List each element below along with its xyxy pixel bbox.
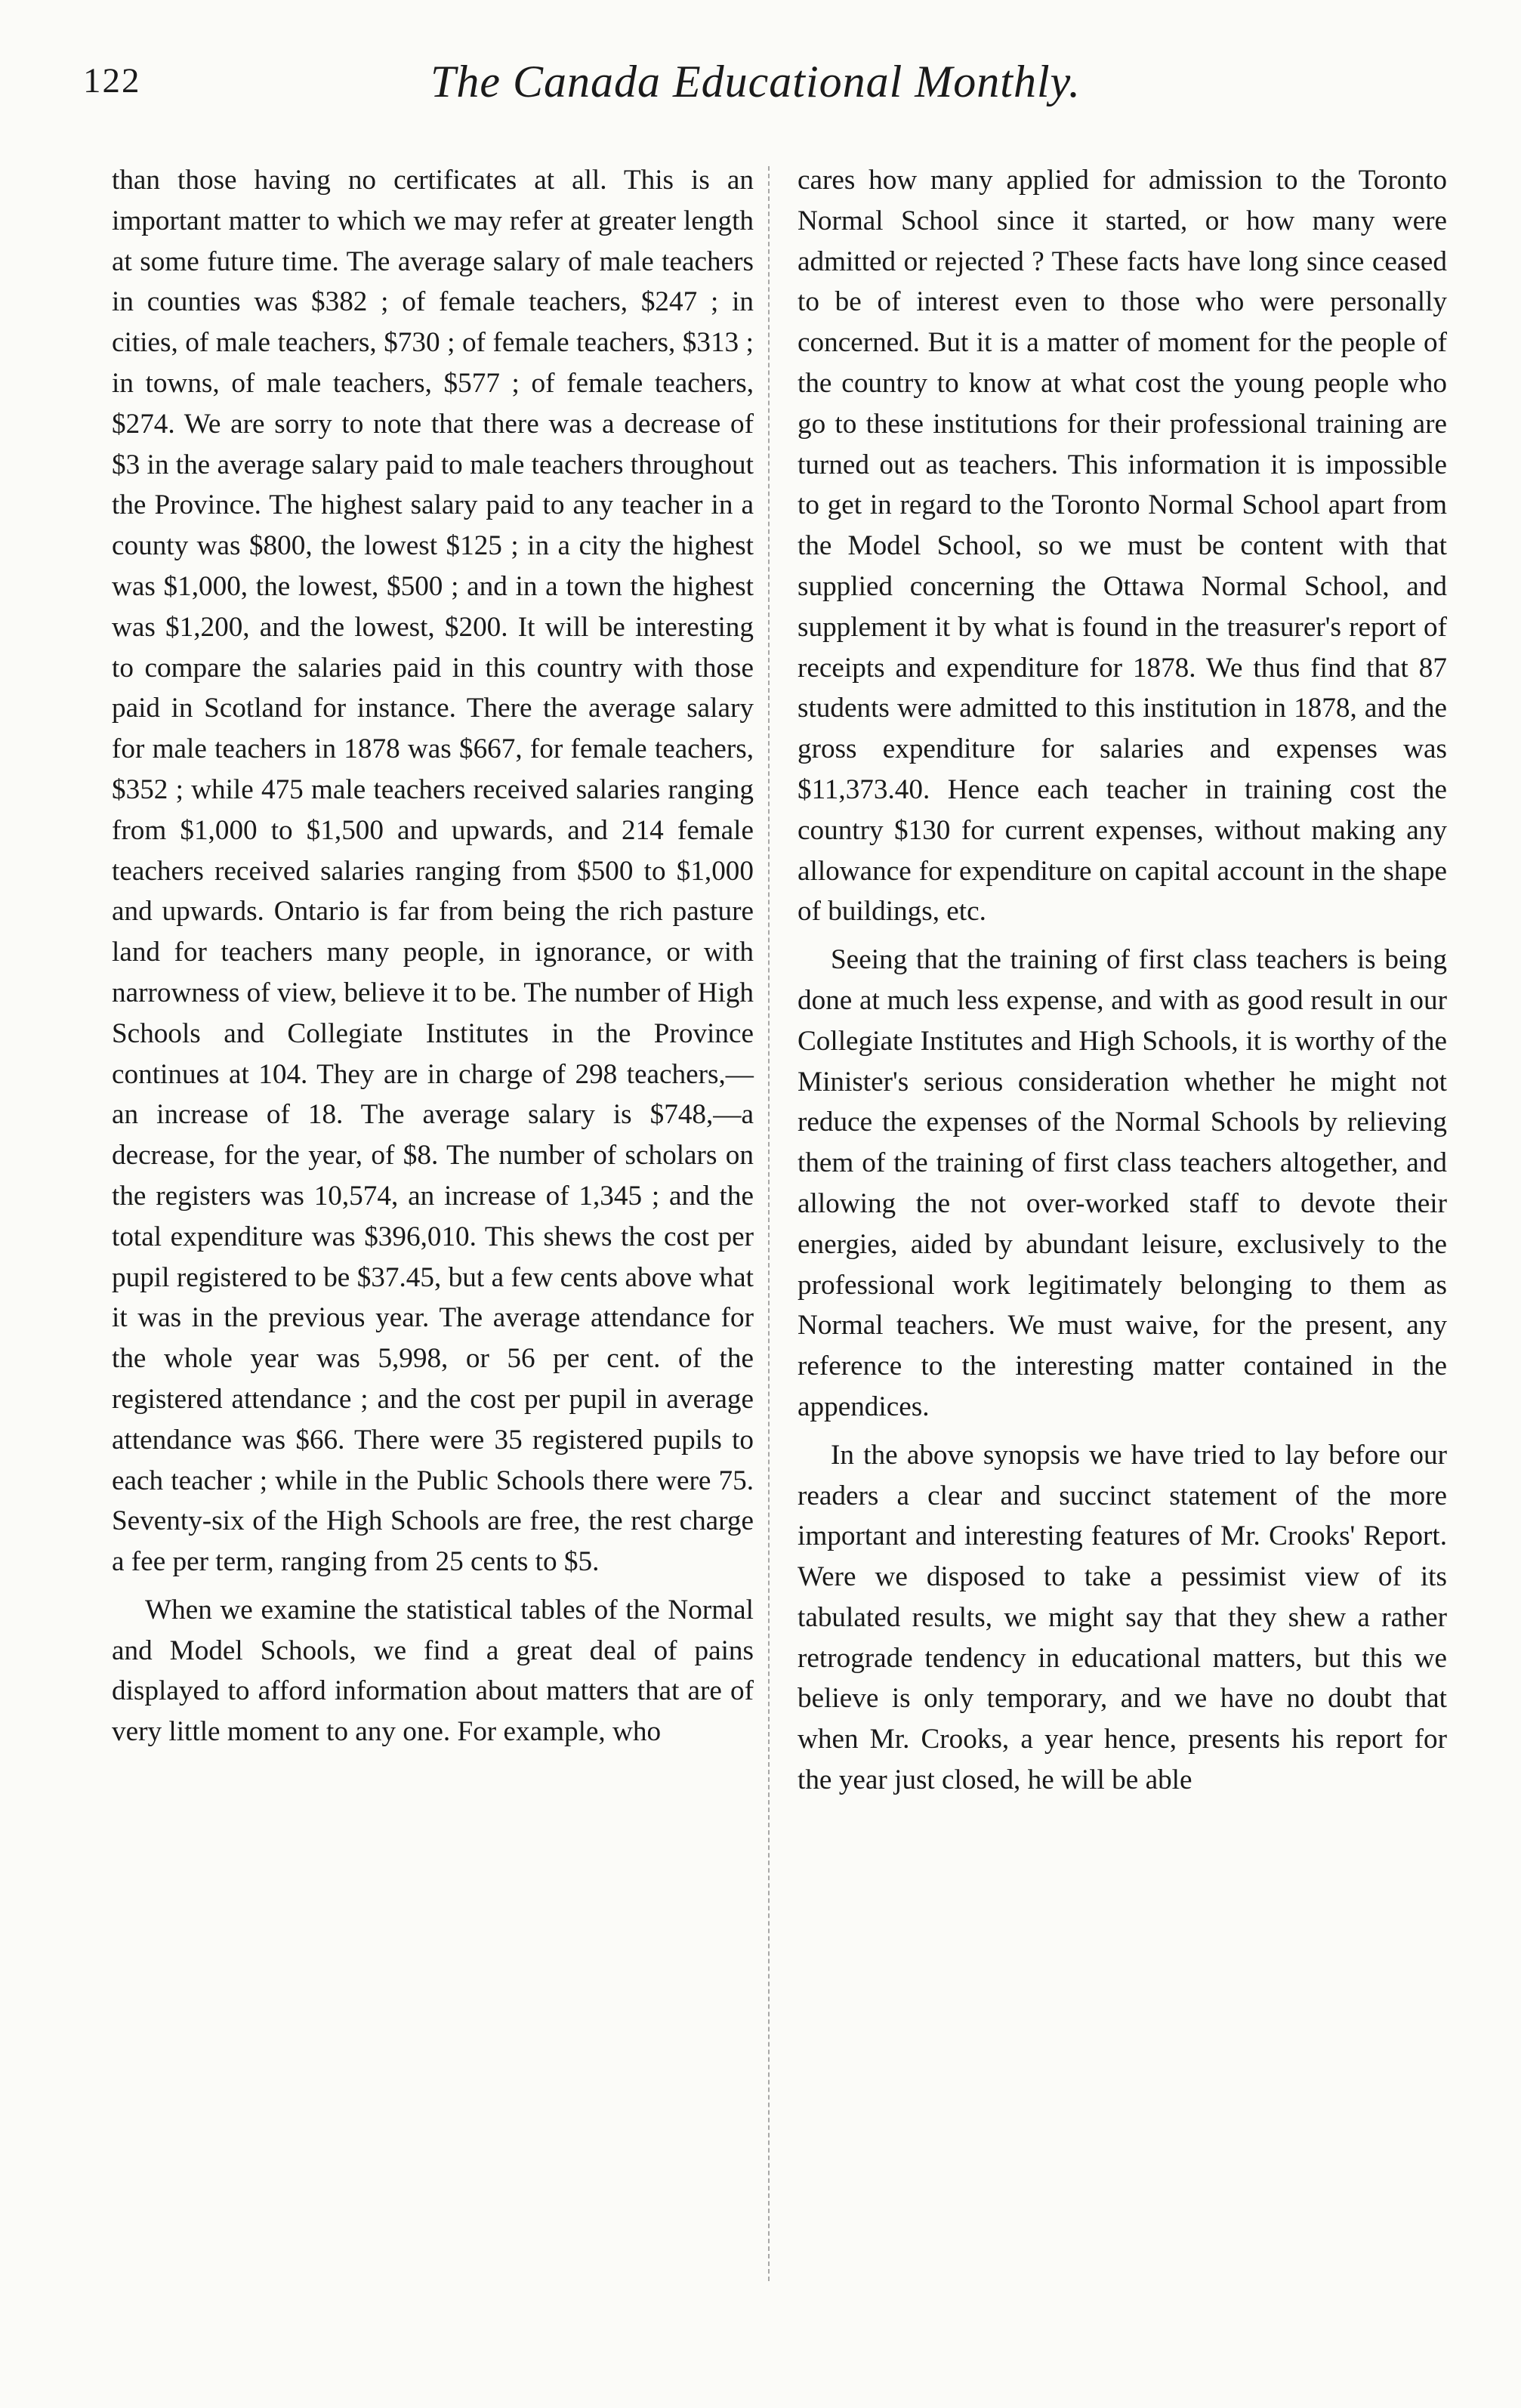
left-column: [112, 160, 754, 1752]
right-column: [798, 160, 1447, 1801]
paragraph: than those having no certificates at all. This is an important matter to which we may refer at greater length at some future time. The average salary of male teachers in counties was $382 ; of female teachers, $247 ; in cities, of male teachers, $730 ; of female teachers, $313 ; in towns, of male teachers, $577 ; of female teachers, $274. We are sorry to note that there was a decrease of $3 in the average salary paid to male teachers throughout the Province. The highest salary paid to any teacher in a county was $800, the lowest $125 ; in a city the highest was $1,000, the lowest, $500 ; and in a town the highest was $1,200, and the lowest, $200. It will be interesting to compare the salaries paid in this country with those paid in Scotland for instance. There the average salary for male teachers in 1878 was $667, for female teachers, $352 ; while 475 male teachers received salaries ranging from $1,000 to $1,500 and upwards, and 214 female teachers received salaries ranging from $500 to $1,000 and upwards. Ontario is far from being the rich pasture land for teachers many people, in ignorance, or with narrowness of view, believe it to be. The number of High Schools and Collegiate Institutes in the Province continues at 104. They are in charge of 298 teachers,—an increase of 18. The average salary is $748,—a decrease, for the year, of $8. The number of scholars on the registers was 10,574, an increase of 1,345 ; and the total expenditure was $396,010. This shews the cost per pupil registered to be $37.45, but a few cents above what it was in the previous year. The average attendance for the whole year was 5,998, or 56 per cent. of the registered attendance ; and the cost per pupil in average attendance was $66. There were 35 registered pupils to each teacher ; while in the Public Schools there were 75. Seventy-six of the High Schools are free, the rest charge a fee per term, ranging from 25 cents to $5.: [112, 165, 754, 1578]
paragraph: When we examine the statistical tables of the Normal and Model Schools, we find a great deal of pains displayed to afford information about matters that are of very little moment to any one. For example, who: [112, 1594, 754, 1748]
page-header: [83, 57, 1503, 128]
paragraph: In the above synopsis we have tried to lay before our readers a clear and succinct statement of the more important and interesting features of Mr. Crooks' Report. Were we disposed to take a pessimist view of its tabulated results, we might say that they shew a rather retrograde tendency in educational matters, but this we believe is only temporary, and we have no doubt that when Mr. Crooks, a year hence, presents his report for the year just closed, he will be able: [798, 1439, 1447, 1796]
column-divider: [768, 166, 770, 2281]
paragraph: Seeing that the training of first class teachers is being done at much less expense, and with as good result in our Collegiate Institutes and High Schools, it is worthy of the Minister's serious consideration whether he might not reduce the expenses of the Normal Schools by relieving them of the training of first class teachers altogether, and allowing the not over-worked staff to devote their energies, aided by abundant leisure, exclusively to the professional work legitimately belonging to them as Normal teachers. We must waive, for the present, any reference to the interesting matter contained in the appendices.: [798, 944, 1447, 1422]
running-title: The Canada Educational Monthly.: [430, 57, 1081, 107]
paragraph: cares how many applied for admission to the Toronto Normal School since it started, or how many were admitted or rejected ? These facts have long since ceased to be of interest even to those who were personally concerned. But it is a matter of moment for the people of the country to know at what cost the young people who go to these institutions for their professional training are turned out as teachers. This information it is impossible to get in regard to the Toronto Normal School apart from the Model School, so we must be content with that supplied concerning the Ottawa Normal School, and supplement it by what is found in the treasurer's report of receipts and expenditure for 1878. We thus find that 87 students were admitted to this institution in 1878, and the gross expenditure for salaries and expenses was $11,373.40. Hence each teacher in training cost the country $130 for current expenses, without making any allowance for expenditure on capital account in the shape of buildings, etc.: [798, 165, 1447, 928]
page-number: 122: [83, 61, 141, 100]
